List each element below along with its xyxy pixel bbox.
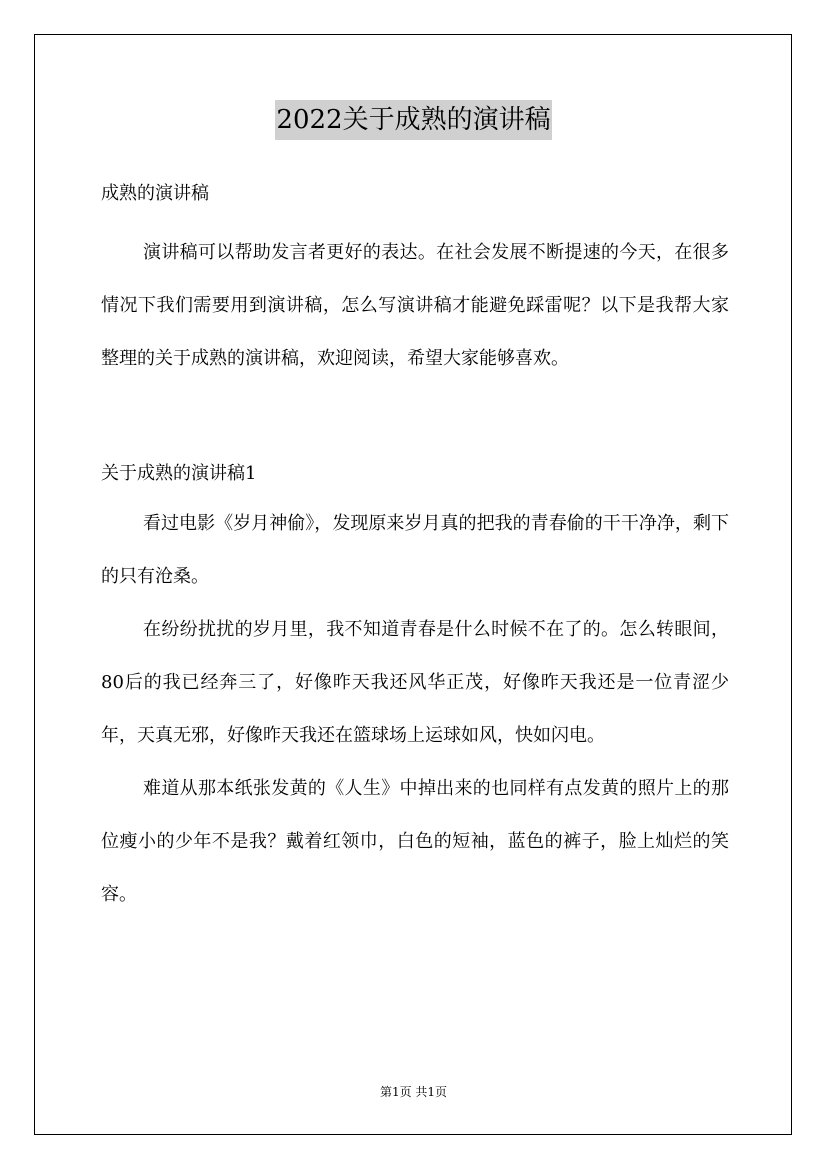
document-body [101, 176, 729, 921]
document-title: 2022关于成熟的演讲稿 [275, 100, 551, 140]
body-paragraph-1: 看过电影《岁月神偷》，发现原来岁月真的把我的青春偷的干干净净，剩下的只有沧桑。 [101, 513, 729, 587]
body-paragraph-3: 难道从那本纸张发黄的《人生》中掉出来的也同样有点发黄的照片上的那位瘦小的少年不是我？戴着红领巾，白色的短袖，蓝色的裤子，脸上灿烂的笑容。 [101, 778, 729, 905]
body-paragraph-2: 在纷纷扰扰的岁月里，我不知道青春是什么时候不在了的。怎么转眼间，80后的我已经奔三了，好像昨天我还风华正茂，好像昨天我还是一位青涩少年，天真无邪，好像昨天我还在篮球场上运球如风，快如闪电。 [101, 619, 729, 746]
page-footer: 第1页 共1页 [379, 1085, 448, 1099]
intro-paragraph: 演讲稿可以帮助发言者更好的表达。在社会发展不断提速的今天，在很多情况下我们需要用到演讲稿，怎么写演讲稿才能避免踩雷呢？以下是我帮大家整理的关于成熟的演讲稿，欢迎阅读，希望大家能够喜欢。 [101, 242, 729, 369]
title-container [0, 100, 827, 140]
document-subtitle: 成熟的演讲稿 [101, 183, 209, 204]
section-title: 关于成熟的演讲稿1 [101, 463, 257, 484]
